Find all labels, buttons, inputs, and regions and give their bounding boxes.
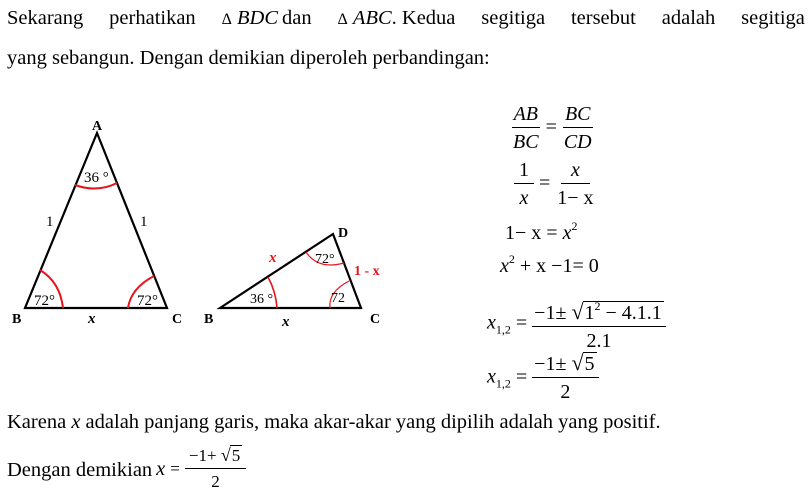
triangle-abc-figure (0, 110, 200, 330)
vertex-label-c2: C (370, 312, 381, 327)
angle-label-c: 72° (137, 293, 158, 309)
side-label-ac: 1 (140, 214, 148, 230)
triangle-abc-ref: Δ ABC. Kedua (337, 7, 456, 29)
equation-cross-multiply: $1- x = x^2$ (505, 219, 578, 244)
side-label-bc2: x (282, 314, 290, 330)
side-label-bd: x (269, 250, 277, 266)
equation-ratio-values: $\frac{1}{x}$ = $\frac{x}{1- x}$ (514, 157, 596, 212)
angle-label-a: 36 ° (84, 170, 109, 186)
vertex-label-b: B (12, 312, 22, 327)
side-label-bc: x (88, 311, 96, 327)
final-answer-fraction: $\frac{-1+ √5}{2}$ (185, 443, 246, 495)
side-label-ab: 1 (46, 214, 54, 230)
side-label-dc: 1 - x (354, 264, 380, 279)
equation-quadratic: $x^2 + x -1= 0$ (500, 252, 599, 277)
word: segitiga (741, 7, 805, 29)
vertex-label-a: A (92, 119, 103, 134)
triangle-bdc-ref: Δ BDC dan (221, 7, 312, 29)
angle-label-b2: 36 ° (250, 292, 274, 307)
vertex-label-d: D (338, 226, 349, 241)
conclusion-line-1: Karena x adalah panjang garis, maka akar-akar yang dipilih adalah yang positif. (7, 411, 661, 433)
word: adalah (661, 7, 716, 29)
word: perhatikan (109, 7, 196, 29)
word: Sekarang (7, 7, 84, 29)
angle-label-c2: 72 (331, 291, 345, 306)
equation-quadratic-formula: $x_{1,2}$ = $\frac{-1\pm √1^2 - 4.1.1}{2.1}$ (487, 293, 666, 355)
intro-line-2: yang sebangun. Dengan demikian diperoleh perbandingan: (7, 47, 490, 69)
equation-roots: $x_{1,2}$ = $\frac{-1\pm √5}{2}$ (487, 350, 599, 406)
vertex-label-b2: B (204, 312, 214, 327)
angle-label-b: 72° (34, 293, 55, 309)
intro-paragraph (7, 0, 807, 77)
equation-ratio-sides: $\frac{AB}{BC}$ = $\frac{BC}{CD}$ (513, 103, 592, 153)
word: tersebut (570, 7, 636, 29)
angle-label-d: 72° (315, 252, 335, 267)
word: segitiga (481, 7, 546, 29)
conclusion-line-2: Dengan demikian x = $\frac{-1+ √5}{2}$ (7, 443, 246, 495)
triangle-bdc-figure (190, 210, 400, 330)
intro-line-1 (7, 0, 805, 39)
vertex-label-c: C (172, 312, 183, 327)
